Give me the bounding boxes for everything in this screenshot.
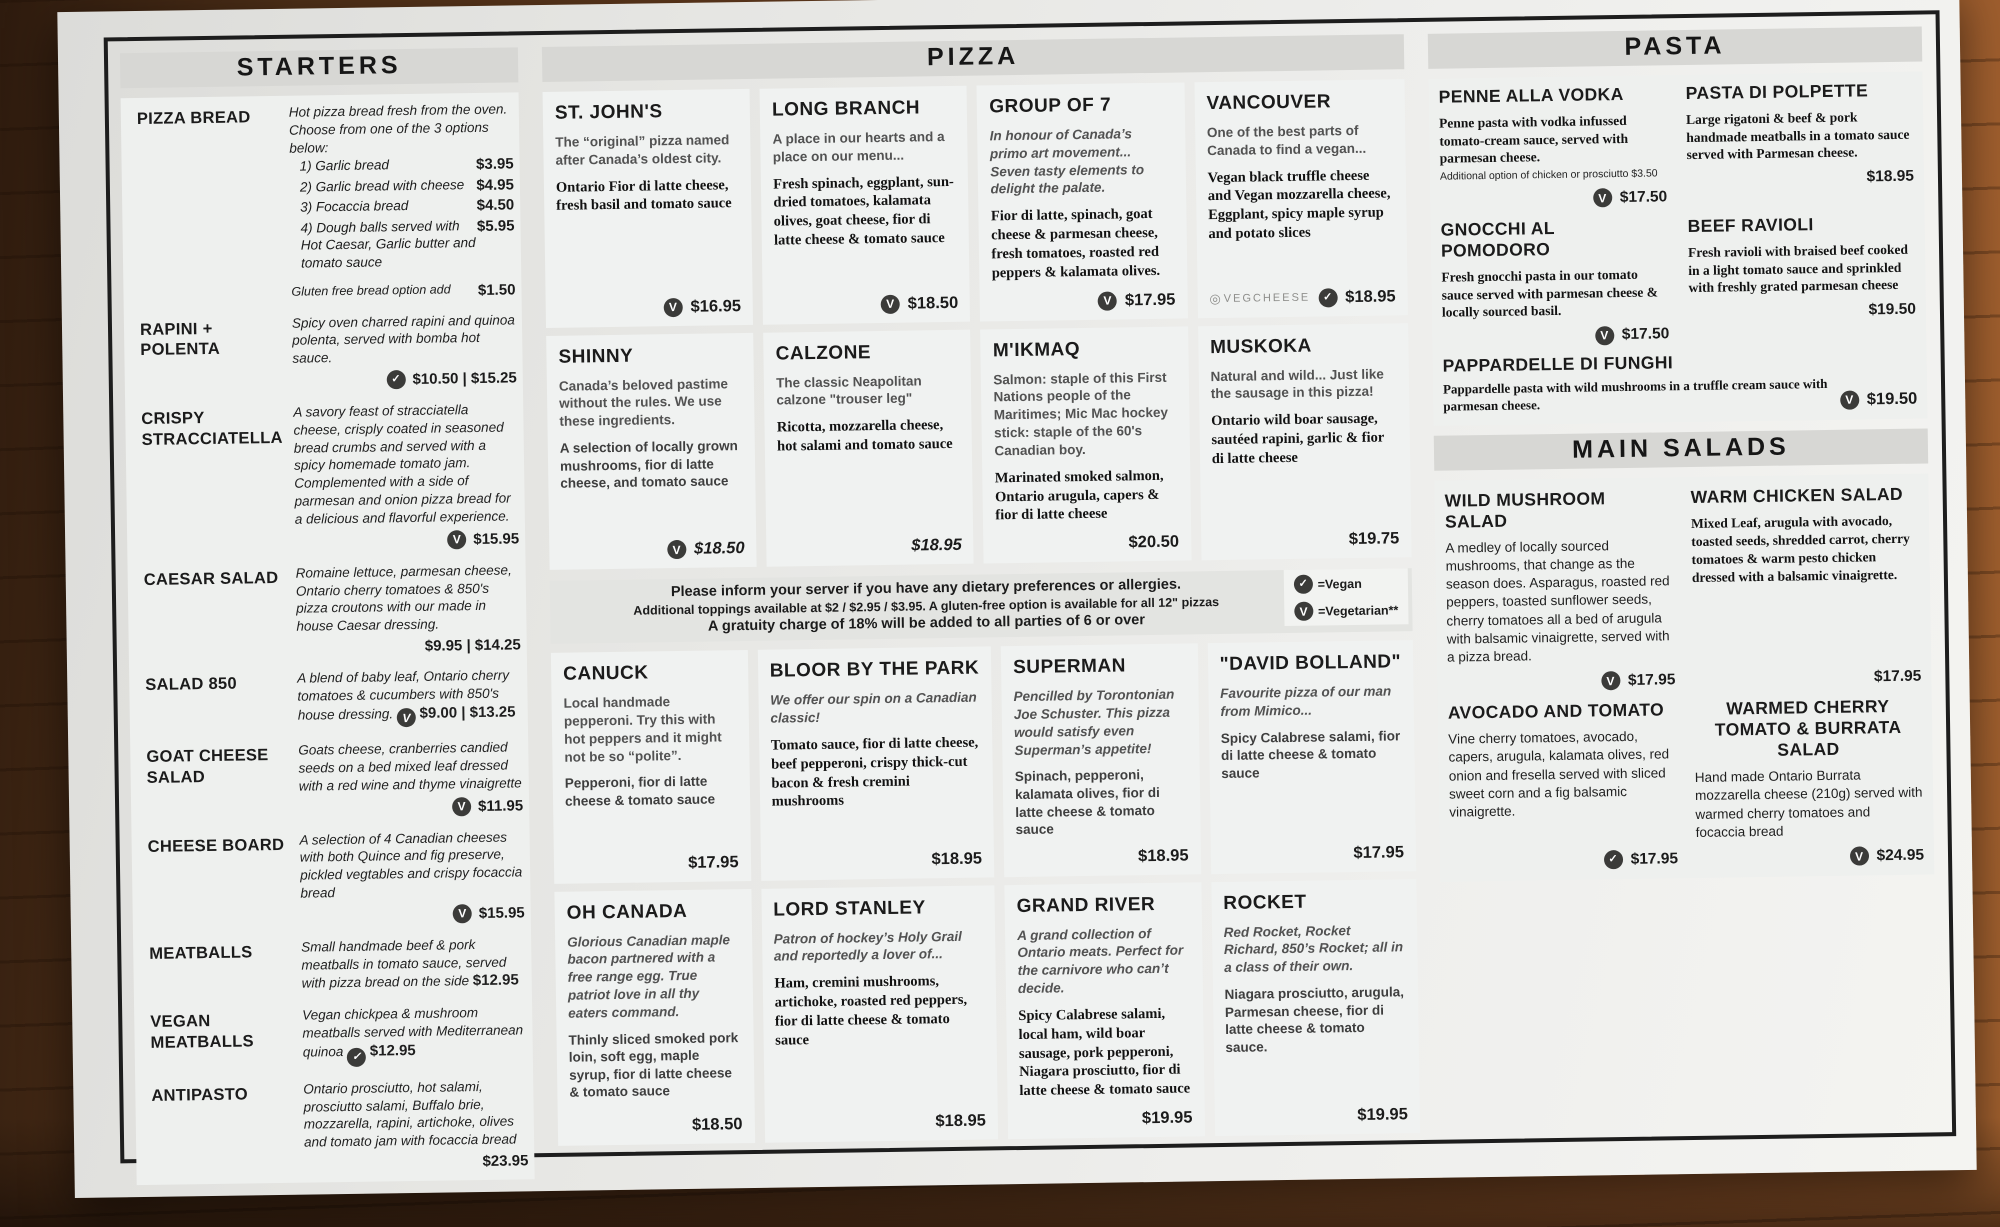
pizza-item-canuck (551, 650, 751, 883)
item-name: ROCKET (1223, 891, 1307, 914)
item-description: Pappardelle pasta with wild mushrooms in a truffle cream sauce with parmesan cheese. (1442, 375, 1828, 414)
item-price: $17.95 (1873, 667, 1922, 686)
starter-item-vegan-meatballs (140, 1004, 527, 1070)
item-price: $11.95 (477, 796, 524, 815)
item-description: Hand made Ontario Burrata mozzarella cheese (210g) served with warmed cherry tomatoes and focaccia bread (1694, 767, 1923, 840)
item-tagline: Natural and wild... Just like the sausage in this pizza! (1210, 366, 1384, 402)
item-price: $15.95 (473, 530, 520, 548)
item-body (303, 1077, 528, 1173)
item-description: Hot pizza bread fresh from the oven. Choose from one of the 3 options below: (288, 101, 508, 156)
item-price: $9.95 | $14.25 (424, 636, 521, 655)
pasta-item-beef-ravioli (1688, 213, 1917, 344)
vegetarian-icon (452, 797, 471, 816)
starter-item-salad-850 (135, 666, 522, 731)
item-price-row (1696, 839, 1924, 868)
pasta-section (1428, 27, 1935, 882)
gluten-free-note (291, 281, 515, 301)
item-body (289, 100, 516, 301)
item-price-row (1840, 389, 1918, 409)
item-ingredients: Fior di latte, spinach, goat cheese & parmesan cheese, fresh tomatoes, roasted red peppers & kalamata olives. (990, 206, 1161, 282)
item-price-row (293, 368, 517, 390)
item-name: SUPERMAN (1012, 655, 1127, 679)
item-description: Fresh gnocchi pasta in our tomato sauce served with parmesan cheese & locally sourced basil. (1441, 267, 1659, 321)
vegetarian-icon (447, 530, 466, 549)
item-name: CHEESE BOARD (147, 835, 285, 856)
item-name: M'IKMAQ (992, 338, 1081, 361)
item-ingredients: Spinach, pepperoni, kalamata olives, fior di latte cheese & tomato sauce (1014, 767, 1160, 838)
item-tagline: The “original” pizza named after Canada’s oldest city. (555, 132, 730, 168)
salad-item-warm-chicken (1691, 483, 1922, 689)
option-price: $5.95 (476, 217, 515, 235)
item-price: $23.95 (482, 1152, 529, 1171)
item-price: $19.95 (1357, 1105, 1408, 1125)
item-price-row (301, 903, 525, 925)
item-description (297, 666, 522, 728)
item-price-row (995, 523, 1179, 555)
item-ingredients: Niagara prosciutto, arugula, Parmesan cheese, fior di latte cheese & tomato sauce. (1224, 984, 1405, 1055)
bread-option (290, 175, 514, 198)
item-price: $17.50 (1619, 188, 1668, 206)
item-name: SALAD 850 (145, 674, 238, 694)
item-price: $17.95 (1627, 670, 1676, 689)
item-name: WARMED CHERRY TOMATO & BURRATA SALAD (1714, 696, 1902, 760)
pizza-item-rocket (1211, 879, 1420, 1136)
item-price-row (1440, 181, 1667, 210)
item-name: RAPINI + POLENTA (139, 319, 221, 360)
item-name: PASTA DI POLPETTE (1685, 80, 1869, 104)
item-name: WILD MUSHROOM SALAD (1444, 487, 1606, 532)
item-tagline: A grand collection of Ontario meats. Perfect for the carnivore who can’t decide. (1017, 925, 1184, 997)
item-price: $17.95 (1124, 290, 1176, 309)
item-ingredients: Vegan black truffle cheese and Vegan mozzarella cheese, Eggplant, spicy maple syrup and potato slices (1207, 167, 1391, 243)
item-body (301, 935, 526, 994)
item-price: $19.50 (1868, 300, 1917, 319)
item-price-row (295, 529, 519, 551)
pasta-item-gnocchi-al-pomodoro (1441, 217, 1670, 348)
item-price-row (1209, 277, 1396, 309)
item-ingredients: Ricotta, mozzarella cheese, hot salami and tomato sauce (776, 417, 953, 455)
vegetarian-icon (453, 904, 472, 923)
item-ingredients: Spicy Calabrese salami, local ham, wild boar sausage, pork pepperoni, Niagara prosciutto, fior di latte cheese & tomato sauce (1018, 1005, 1191, 1100)
pizza-item-muskoka (1198, 323, 1412, 561)
item-price-row (1442, 318, 1669, 347)
pizza-item-calzone (763, 329, 974, 567)
item-price-row (1687, 160, 1914, 188)
vegetarian-icon (1840, 390, 1859, 409)
bread-option (290, 216, 515, 272)
item-ingredients: Pepperoni, fior di latte cheese & tomato sauce (564, 774, 716, 809)
item-price: $18.50 (907, 293, 959, 313)
item-price-row (1213, 520, 1400, 552)
pizza-item-lord-stanley (761, 885, 998, 1143)
item-tagline: Salmon: staple of this First Nations people of the Maritimes; Mic Mac hockey stick: staple of the 60's Canadian boy. (993, 369, 1169, 459)
item-name: MUSKOKA (1209, 335, 1312, 358)
item-price: $18.95 (931, 849, 983, 868)
gratuity-note-line: A gratuity charge of 18% will be added to all parties of 6 or over (707, 612, 1146, 635)
starters-title-banner: STARTERS (120, 47, 518, 88)
item-name: "DAVID BOLLAND" (1219, 651, 1402, 676)
item-price: $18.50 (693, 539, 745, 559)
item-description: Goats cheese, cranberries candied seeds on a bed mixed leaf dressed with a red wine and thyme vinaigrette (298, 739, 522, 794)
item-price: $18.95 (911, 536, 962, 555)
starter-item-antipasto (141, 1077, 528, 1175)
pizza-item-shinny (546, 333, 757, 571)
option-text: 2) Garlic bread with cheese (299, 177, 465, 195)
item-price: $12.95 (472, 971, 519, 990)
item-ingredients: Spicy Calabrese salami, fior di latte cheese & tomato sauce (1220, 728, 1401, 781)
pizza-item-oh-canada (554, 889, 754, 1146)
item-price: $20.50 (1128, 532, 1180, 552)
pizza-item-vancouver (1194, 79, 1408, 318)
item-price-row (299, 796, 523, 818)
option-price: $4.50 (476, 196, 515, 215)
starter-item-crispy-stracciatella (131, 400, 519, 553)
dietary-legend (1283, 568, 1408, 626)
item-ingredients: Ontario Fior di latte cheese, fresh basil and tomato sauce (555, 176, 732, 215)
item-price-row (561, 529, 745, 561)
salad-item-warmed-cherry-tomato-burrata (1694, 696, 1924, 868)
pizza-grid-bottom (551, 640, 1420, 1146)
item-tagline: Canada’s beloved pastime without the rules. We use these ingredients. (558, 375, 729, 430)
item-body (297, 666, 522, 728)
item-price: $18.95 (1137, 846, 1189, 865)
option-price: $3.95 (475, 155, 514, 174)
item-name: VEGAN MEATBALLS (150, 1012, 254, 1052)
item-tagline: Pencilled by Torontonian Joe Schuster. This pizza would satisfy even Superman’s appetite! (1013, 686, 1175, 758)
vegetarian-icon (1098, 291, 1117, 310)
item-name: GNOCCHI AL POMODORO (1440, 218, 1555, 261)
pizza-item-david-bolland (1207, 640, 1416, 873)
item-tagline: In honour of Canada’s primo art movement... Seven tasty elements to delight the palate. (989, 126, 1145, 197)
item-ingredients: Ham, cremini mushrooms, artichoke, roasted red peppers, fior di latte cheese & tomato sauce (774, 973, 968, 1049)
item-tagline: One of the best parts of Canada to find a vegan... (1206, 122, 1367, 158)
pizza-item-bloor-by-the-park (757, 647, 994, 881)
item-price-row (1447, 663, 1675, 692)
item-name: BLOOR BY THE PARK (769, 657, 980, 682)
legend-vegetarian-row (1294, 601, 1399, 622)
item-name: LORD STANLEY (773, 897, 926, 921)
item-price: $9.00 | $13.25 (419, 703, 516, 722)
vegan-icon (1603, 850, 1622, 869)
item-price: $17.95 (687, 852, 739, 872)
item-name: VANCOUVER (1206, 91, 1332, 115)
item-description-text: Vegan chickpea & mushroom meatballs served with Mediterranean quinoa (302, 1005, 524, 1060)
item-description: Large rigatoni & beef & pork handmade meatballs in a tomato sauce served with Parmesan cheese. (1685, 109, 1910, 163)
item-price-row (778, 526, 962, 558)
dietary-note-line: Please inform your server if you have any dietary preferences or allergies. (670, 576, 1182, 601)
item-name: CAESAR SALAD (143, 568, 279, 589)
legend-vegan-label: =Vegan (1317, 576, 1362, 592)
item-price-row (1693, 661, 1921, 689)
item-name: GOAT CHEESE SALAD (146, 746, 269, 787)
item-body (293, 400, 519, 551)
item-price-row (992, 280, 1176, 312)
item-ingredients: Thinly sliced smoked pork loin, soft egg, maple syrup, fior di latte cheese & tomato sauce (568, 1029, 739, 1101)
item-description: Penne pasta with vodka infussed tomato-cream sauce, served with parmesan cheese. (1438, 112, 1629, 166)
item-name: WARM CHICKEN SALAD (1690, 483, 1904, 507)
item-price: $17.50 (1621, 325, 1670, 344)
item-tagline: A place in our hearts and a place on our menu... (772, 129, 945, 165)
vegan-icon (1294, 575, 1313, 594)
item-description: Fresh ravioli with braised beef cooked in a light tomato sauce and sprinkled with freshly grated parmesan cheese (1687, 242, 1909, 296)
pizza-item-superman (1001, 644, 1201, 877)
item-name: PAPPARDELLE DI FUNGHI (1442, 352, 1674, 376)
item-price: $18.95 (935, 1111, 987, 1131)
starter-item-rapini-polenta (130, 311, 517, 393)
starter-item-meatballs (139, 935, 526, 996)
salad-item-wild-mushroom (1445, 487, 1676, 693)
item-name: GROUP OF 7 (989, 94, 1112, 118)
pizza-section (542, 34, 1420, 1155)
vegetarian-icon (663, 298, 682, 317)
item-name: ANTIPASTO (151, 1085, 249, 1105)
item-price: $18.95 (1345, 286, 1396, 306)
item-price: $18.95 (1866, 167, 1915, 185)
item-name: SHINNY (558, 345, 634, 368)
item-price: $15.95 (478, 904, 525, 922)
item-description-text: Small handmade beef & pork meatballs in tomato sauce, served with pizza bread on the side (301, 936, 507, 992)
item-description (301, 935, 526, 994)
menu-paper (57, 0, 1976, 1198)
pasta-item-pasta-di-polpette (1686, 80, 1915, 207)
starter-item-cheese-board (138, 828, 525, 928)
pizza-item-st-johns (543, 89, 754, 328)
starters-panel (121, 92, 535, 1185)
option-text: 1) Garlic bread (299, 157, 390, 175)
main-salads-grid (1434, 473, 1934, 882)
item-description-text: A blend of baby leaf, Ontario cherry tomatoes & cucumbers with 850's house dressing. (297, 667, 510, 723)
item-tagline: Red Rocket, Rocket Richard, 850’s Rocket; all in a class of their own. (1223, 922, 1404, 976)
note-text: Gluten free bread option add (291, 281, 451, 299)
item-body (299, 828, 524, 926)
item-price: $19.95 (1141, 1108, 1193, 1128)
starters-section (120, 47, 535, 1185)
vegetarian-icon (667, 540, 686, 559)
item-tagline: Glorious Canadian maple bacon partnered with a free range egg. True patriot love in all thy eaters command. (567, 931, 731, 1021)
item-price: $24.95 (1876, 846, 1925, 864)
item-price-row (566, 843, 739, 875)
item-ingredients: Marinated smoked salmon, Ontario arugula, capers & fior di latte cheese (994, 467, 1164, 524)
item-price-row (557, 287, 741, 319)
vegetarian-icon (1601, 671, 1620, 690)
item-description: Romaine lettuce, parmesan cheese, Ontario cherry tomatoes & 850's pizza croutons with our made in house Caesar dressing. (295, 562, 512, 634)
option-text: 4) Dough balls served with Hot Caesar, Garlic butter and tomato sauce (300, 218, 476, 271)
item-name: BEEF RAVIOLI (1687, 214, 1814, 237)
item-price: $10.50 | $15.25 (412, 369, 517, 388)
item-ingredients: Fresh spinach, eggplant, sun-dried tomatoes, kalamata olives, goat cheese, fior di latte cheese & tomato sauce (773, 173, 954, 249)
item-body (292, 311, 517, 391)
item-price-row (776, 1102, 986, 1134)
item-name: AVOCADO AND TOMATO (1447, 699, 1665, 723)
pasta-title-banner: PASTA (1428, 27, 1922, 69)
vegan-icon (386, 370, 405, 389)
vegetarian-icon (1849, 847, 1868, 866)
starter-item-pizza-bread (127, 100, 516, 303)
item-price-row (1020, 1099, 1193, 1131)
pizza-item-long-branch (760, 86, 971, 325)
pizza-item-group-of-7 (977, 82, 1188, 321)
pizza-grid-top (543, 79, 1412, 570)
vegan-icon (1318, 288, 1337, 307)
vegcheese-logo: ◎ VEGCHEESE (1209, 290, 1310, 307)
item-name: CRISPY STRACCIATELLA (141, 409, 283, 449)
item-name: GRAND RIVER (1016, 893, 1156, 917)
item-name: MEATBALLS (149, 943, 253, 963)
pasta-item-penne-alla-vodka (1439, 83, 1668, 210)
item-description: Spicy oven charred rapini and quinoa polenta, served with bomba hot sauce. (291, 311, 515, 366)
note-price: $1.50 (477, 280, 516, 299)
menu-frame-border (104, 10, 1957, 1171)
item-price-row (1689, 294, 1916, 322)
item-body (298, 738, 523, 818)
item-ingredients: Tomato sauce, fior di latte cheese, beef pepperoni, crispy thick-cut bacon & fresh cremini mushrooms (770, 734, 979, 811)
item-description (302, 1004, 527, 1068)
item-name: OH CANADA (566, 900, 688, 924)
legend-vegan-row (1294, 574, 1399, 595)
item-price-row (1222, 833, 1404, 865)
item-price: $17.95 (1630, 849, 1679, 868)
legend-vegetarian-label: =Vegetarian** (1317, 603, 1399, 619)
item-name: ST. JOHN'S (554, 101, 663, 124)
item-name: PIZZA BREAD (136, 108, 251, 129)
item-description: A savory feast of stracciatella cheese, crisply coated in seasoned bread crumbs and served with a spicy homemade tomato jam. Complemented with a side of parmesan and onion pizza bread for a delicious and flavorful experience. (293, 402, 511, 527)
bread-option (290, 196, 514, 219)
item-price: $12.95 (369, 1041, 416, 1060)
toppings-note-line: Additional toppings available at $2 / $2.95 / $3.95. A gluten-free option is available for all 12" pizzas (633, 595, 1220, 618)
item-description: A selection of 4 Canadian cheeses with both Quince and fig preserve, pickled vegtables and crispy focaccia bread (299, 829, 523, 901)
vegan-icon (347, 1048, 366, 1067)
item-price-row (772, 839, 982, 871)
item-price: $17.95 (1353, 842, 1405, 862)
item-name: CANUCK (563, 662, 649, 685)
item-price: $16.95 (690, 296, 742, 316)
item-description: A medley of locally sourced mushrooms, that change as the season does. Asparagus, roasted red peppers, toasted sunflower seeds, cherry tomatoes all a bed of arugula with balsamic vinaigrette, served with a pizza bread. (1445, 537, 1670, 665)
starter-item-caesar-salad (134, 561, 521, 659)
item-body (296, 561, 521, 657)
item-price: $19.50 (1866, 389, 1918, 409)
item-price: $18.50 (691, 1115, 743, 1135)
item-tagline: Local handmade pepperoni. Try this with hot peppers and it might not be so “polite”. (563, 694, 722, 765)
item-addendum: Additional option of chicken or prosciutto $3.50 (1439, 167, 1658, 183)
item-price-row (1450, 842, 1678, 871)
vegetarian-icon (1595, 326, 1614, 345)
vegetarian-icon (397, 708, 416, 727)
item-price-row (297, 636, 521, 656)
item-description: Vine cherry tomatoes, avocado, capers, arugula, kalamata olives, red onion and fresella served with sliced sweet corn and a fig balsamic vinaigrette. (1448, 729, 1670, 820)
pizza-item-grand-river (1004, 882, 1204, 1139)
item-price-row (775, 283, 959, 315)
starter-item-goat-cheese-salad (136, 738, 523, 820)
item-price-row (570, 1105, 743, 1137)
item-price-row (1016, 836, 1189, 868)
item-ingredients: Ontario wild boar sausage, sautéed rapini, garlic & fior di latte cheese (1211, 410, 1385, 468)
item-name: LONG BRANCH (771, 97, 921, 121)
salad-item-avocado-and-tomato (1448, 699, 1678, 871)
pizza-title-banner: PIZZA (542, 34, 1404, 82)
vegetarian-icon (1593, 188, 1612, 207)
option-text: 3) Focaccia bread (300, 198, 409, 216)
item-tagline: We offer our spin on a Canadian classic! (770, 689, 977, 726)
item-name: CALZONE (775, 341, 872, 365)
item-price: $19.75 (1348, 529, 1400, 549)
item-price-row (1226, 1095, 1408, 1127)
bread-option (289, 155, 513, 178)
vegetarian-icon (1294, 602, 1313, 621)
item-tagline: Patron of hockey’s Holy Grail and reportedly a lover of... (773, 928, 962, 965)
option-price: $4.95 (476, 176, 515, 194)
dietary-notes (550, 568, 1413, 644)
pasta-grid (1428, 72, 1926, 352)
item-ingredients: A selection of locally grown mushrooms, fior di latte cheese, and tomato sauce (559, 438, 738, 491)
item-body (302, 1004, 527, 1068)
item-description: Ontario prosciutto, hot salami, prosciutto salami, Buffalo brie, mozzarella, rapini, artichoke, olives and tomato jam with focaccia bread (303, 1078, 517, 1150)
main-salads-title-banner: MAIN SALADS (1434, 428, 1928, 470)
pizza-item-mikmaq (981, 326, 1192, 564)
item-price-row (304, 1152, 528, 1172)
item-name: PENNE ALLA VODKA (1438, 83, 1624, 107)
item-body (1443, 375, 1917, 416)
item-tagline: Favourite pizza of our man from Mimico... (1220, 683, 1392, 720)
pasta-item-pappardelle-di-funghi (1432, 344, 1927, 425)
item-description: Mixed Leaf, arugula with avocado, toasted seeds, shredded carrot, cherry tomatoes & warm pesto chicken dressed with a balsamic vinaigrette. (1690, 512, 1910, 586)
item-tagline: The classic Neapolitan calzone "trouser leg" (776, 373, 922, 408)
vegetarian-icon (881, 294, 900, 313)
